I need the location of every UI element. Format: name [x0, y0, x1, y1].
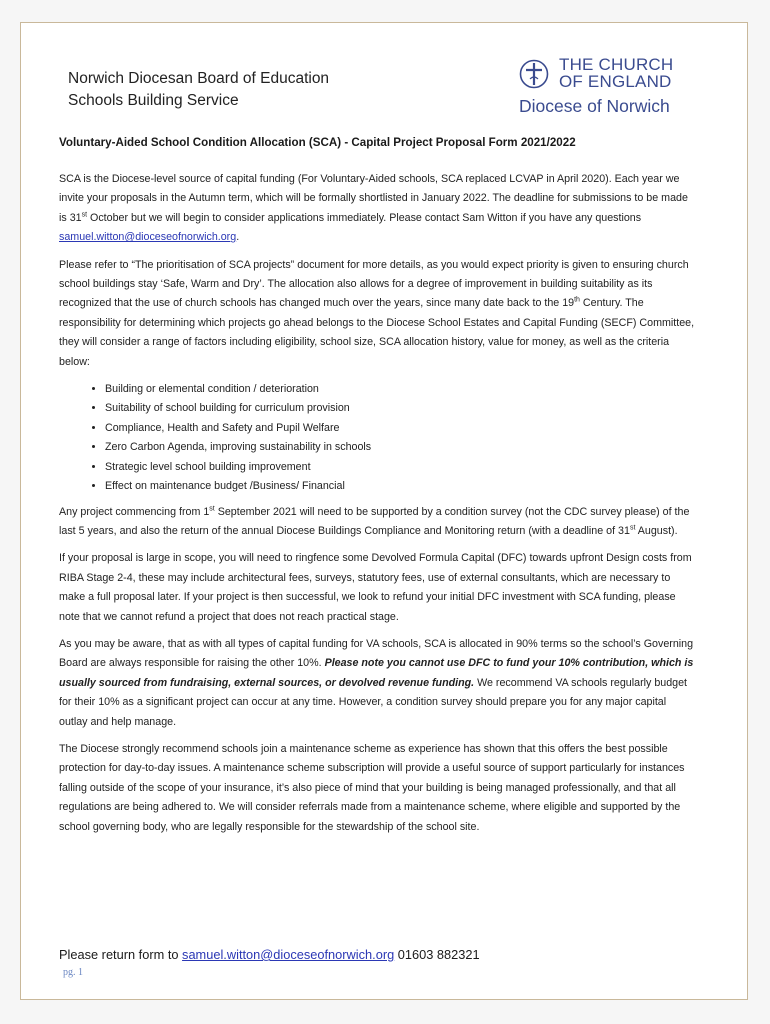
intro-paragraph: [59, 170, 697, 248]
p3-sup-2: st: [629, 524, 636, 532]
return-prefix: Please return form to: [59, 947, 183, 962]
logo-line-2: OF ENGLAND: [559, 72, 672, 91]
list-item: • Effect on maintenance budget /Business/ Financial: [105, 477, 697, 496]
funding-paragraph: [59, 635, 697, 732]
p3-text-c: August).: [635, 524, 678, 537]
condition-survey-paragraph: [59, 503, 697, 542]
list-item: • Zero Carbon Agenda, improving sustainability in schools: [105, 438, 697, 457]
header-line-1: Norwich Diocesan Board of Education: [68, 70, 330, 87]
document-body: [59, 170, 697, 845]
p3-text-b: September 2021 will need to be supported by a condition survey (not the CDC survey please) of the last 5 years, and also the return of the annual Diocese Buildings Compliance and Monitoring return (with a deadline of 31: [59, 505, 690, 537]
maintenance-paragraph: The Diocese strongly recommend schools join a maintenance scheme as experience has shown that this offers the best possible protection for day-to-day issues. A maintenance scheme subscription will provide a useful source of support particularly for instances falling outside of the scope of your insurance, it’s also piece of mind that your building is being managed professionally, and that all regulations are being adhered to. We will consider referrals made from a maintenance scheme, where eligible and supported by the school governing body, who are legally responsible for the stewardship of the school site.: [59, 742, 685, 833]
return-phone: 01603 882321: [394, 947, 480, 962]
p5-text-a: As you may be aware, that as with all types of capital funding for VA schools, SCA is allocated in 90% terms so the school’s Governing Board are always responsible for raising the other 10%.: [59, 637, 694, 670]
church-of-england-logo: [517, 55, 687, 117]
header-block: [68, 68, 329, 112]
p2-text-b: Century. The responsibility for determining which projects go ahead belongs to the Diocese School Estates and Capital Funding (SECF) Committee, they will consider a range of factors including eligibility, school size, SCA allocation history, value for money, as well as the criteria below:: [59, 297, 695, 368]
list-item: • Suitability of school building for curriculum provision: [105, 399, 697, 418]
return-line: [59, 947, 480, 962]
cross-icon: [519, 59, 549, 89]
p1-text-c: .: [236, 231, 240, 244]
logo-diocese: Diocese of Norwich: [519, 96, 670, 116]
list-item: • Strategic level school building improvement: [105, 458, 697, 477]
p1-text-a: SCA is the Diocese-level source of capital funding (For Voluntary-Aided schools, SCA replaced LCVAP in April 2020). Each year we invite your proposals in the Autumn term, which will be formally shortlisted in January 2022. The deadline for submissions to be made is 31: [59, 173, 688, 224]
document-page: [20, 22, 748, 1000]
p3-text-a: Any project commencing from 1: [59, 505, 210, 518]
p5-bold-note: Please note you cannot use DFC to fund your 10% contribution, which is usually sourced from fundraising, external sources, or devolved revenue funding.: [59, 657, 694, 689]
p5-text-b: We recommend VA schools regularly budget for their 10% as a significant project can occur at any time. However, a condition survey should prepare you for any major capital outlay and help manage.: [59, 676, 688, 728]
p2-text-a: Please refer to “The prioritisation of SCA projects” document for more details, as you would expect priority is given to ensuring church school buildings stay ‘Safe, Warm and Dry’. The allocation also allows for a degree of improvement in building suitability as its recognized that the use of church schools has changed much over the years, since many date back to the 19: [59, 258, 689, 310]
prioritisation-paragraph: [59, 256, 697, 372]
p1-sup: st: [81, 211, 88, 219]
list-item: • Building or elemental condition / deterioration: [105, 380, 697, 399]
header-line-2: Schools Building Service: [68, 92, 239, 109]
dfc-paragraph: If your proposal is large in scope, you will need to ringfence some Devolved Formula Capital (DFC) towards upfront Design costs from RIBA Stage 2-4, these may include architectural fees, surveys, statutory fees, use of external consultants, which are necessary to make a full proposal later. If your project is then successful, we look to refund your initial DFC investment with SCA funding, please note that we cannot refund a project that does not reach practical stage.: [59, 552, 692, 623]
criteria-list: [59, 380, 697, 496]
form-title: Voluntary-Aided School Condition Allocation (SCA) - Capital Project Proposal Form 2021/2022: [59, 136, 576, 149]
contact-email-link[interactable]: samuel.witton@dioceseofnorwich.org: [59, 231, 237, 244]
page-number: pg. 1: [63, 967, 83, 978]
list-item: • Compliance, Health and Safety and Pupil Welfare: [105, 419, 697, 438]
logo-line-1: THE CHURCH: [559, 55, 674, 74]
p3-sup-1: st: [209, 504, 215, 512]
p2-sup: th: [574, 296, 580, 304]
p1-text-b: October but we will begin to consider applications immediately. Please contact Sam Witton if you have any questions: [87, 211, 642, 224]
return-email-link[interactable]: samuel.witton@dioceseofnorwich.org: [182, 947, 395, 962]
